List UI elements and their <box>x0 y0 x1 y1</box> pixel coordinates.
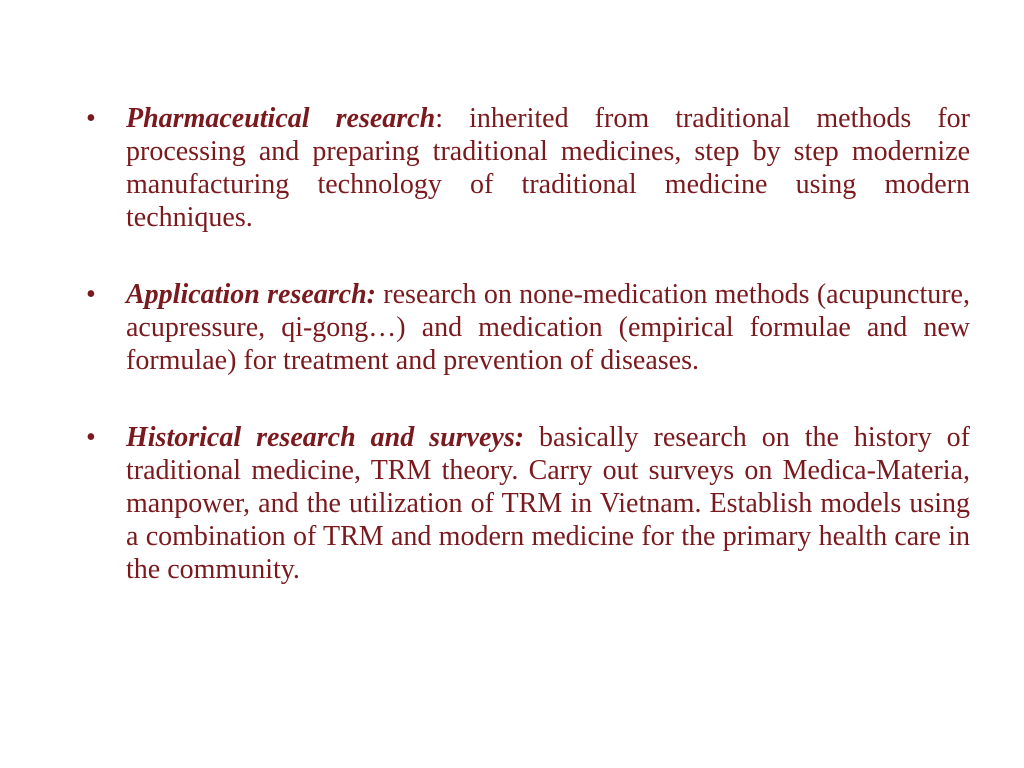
bullet-body: research on none-medication methods (acupuncture, acupressure, qi-gong…) and medication (empirical formulae and new formulae) for treatment and prevention of diseases. <box>126 279 970 376</box>
bullet-heading: Historical research and surveys: <box>126 422 525 453</box>
bullet-item-historical-research <box>86 421 970 586</box>
bullet-list <box>86 102 970 630</box>
bullet-point-icon: • <box>86 103 96 134</box>
bullet-body: basically research on the history of traditional medicine, TRM theory. Carry out surveys on Medica-Materia, manpower, and the utilization of TRM in Vietnam. Establish models using a combination of TRM and modern medicine for the primary health care in the community. <box>126 422 970 585</box>
bullet-heading-separator: : <box>435 103 443 134</box>
bullet-point-icon: • <box>86 422 96 453</box>
bullet-item-application-research <box>86 278 970 377</box>
bullet-body: inherited from traditional methods for processing and preparing traditional medicines, step by step modernize manufacturing technology of traditional medicine using modern techniques. <box>126 103 970 233</box>
bullet-heading: Pharmaceutical research <box>126 103 436 134</box>
bullet-item-pharmaceutical-research <box>86 102 970 234</box>
bullet-point-icon: • <box>86 279 96 310</box>
bullet-heading: Application research: <box>126 279 376 310</box>
